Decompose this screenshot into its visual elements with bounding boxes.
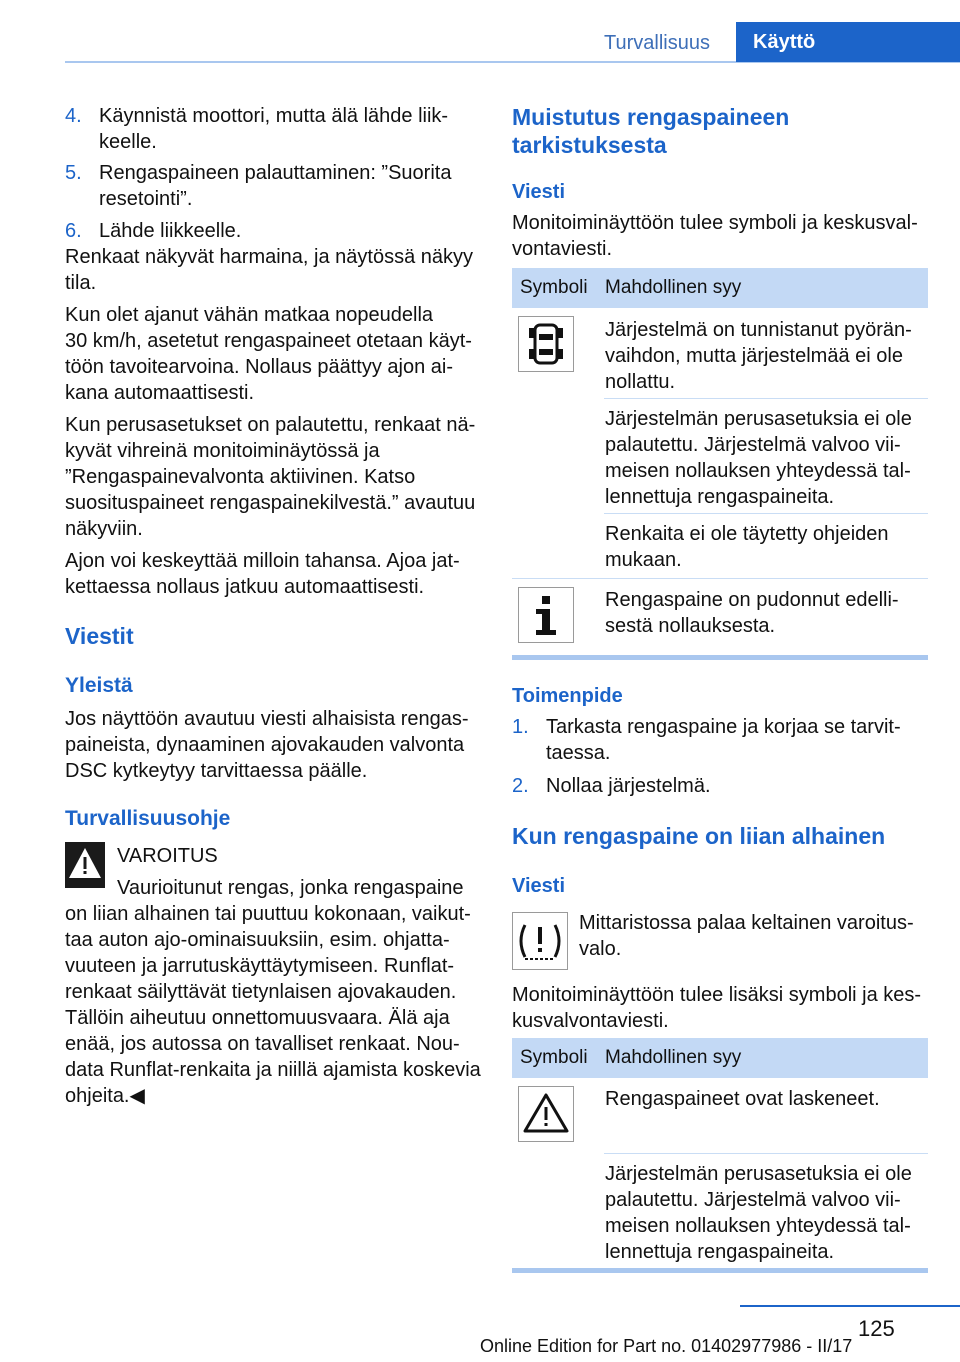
subsection-heading: Toimenpide bbox=[512, 685, 623, 707]
row-divider bbox=[604, 1153, 928, 1154]
section-heading: Muistutus rengaspaineen tarkistuksesta bbox=[512, 104, 790, 158]
subsection-heading: Viesti bbox=[512, 181, 565, 203]
row-divider bbox=[604, 398, 928, 399]
step-text: taessa. bbox=[546, 742, 611, 764]
paragraph: Jos näyttöön avautuu viesti alhaisista rengas- paineista, dynaaminen ajovakauden valvonta DSC kytkeytyy tarvittaessa päälle. bbox=[65, 708, 469, 782]
list-item bbox=[65, 218, 485, 244]
column-header-cause: Mahdollinen syy bbox=[605, 277, 742, 298]
paragraph: Kun olet ajanut vähän matkaa nopeudella 30 km/h, asetetut rengaspaineet otetaan käyt- töön tavoitearvoina. Nollaus päättyy ajon ai- kana automaattisesti. bbox=[65, 304, 472, 404]
footer-rule bbox=[740, 1305, 960, 1307]
row-divider bbox=[512, 578, 928, 579]
action-list bbox=[512, 714, 932, 824]
list-item bbox=[65, 160, 485, 212]
step-number: 1. bbox=[512, 716, 529, 738]
table-cell: Järjestelmän perusasetuksia ei ole palautettu. Järjestelmä valvoo vii- meisen nollauksen yhteydessä tal- lennettuja rengaspaineita. bbox=[605, 1163, 912, 1263]
header-section-label: Turvallisuus bbox=[604, 32, 710, 54]
paragraph: Ajon voi keskeyttää milloin tahansa. Ajoa jat- kettaessa nollaus jatkuu automaattisesti. bbox=[65, 550, 460, 598]
header-chapter-label: Käyttö bbox=[753, 31, 816, 53]
step-number: 5. bbox=[65, 162, 82, 184]
table-header bbox=[512, 1038, 928, 1078]
step-number: 2. bbox=[512, 775, 529, 797]
step-text: keelle. bbox=[99, 131, 157, 153]
table-cell: Rengaspaine on pudonnut edelli- sestä nollauksesta. bbox=[605, 589, 899, 637]
row-divider bbox=[604, 513, 928, 514]
table-cell: Järjestelmä on tunnistanut pyörän- vaihdon, mutta järjestelmää ei ole nollattu. bbox=[605, 319, 912, 393]
info-icon bbox=[518, 587, 574, 643]
lamp-text: Mittaristossa palaa keltainen varoitus- valo. bbox=[579, 912, 914, 960]
page-number: 125 bbox=[858, 1316, 895, 1341]
subsection-heading: Viesti bbox=[512, 875, 565, 897]
column-header-cause: Mahdollinen syy bbox=[605, 1047, 742, 1068]
column-header-symbol: Symboli bbox=[520, 1047, 588, 1068]
paragraph: Monitoiminäyttöön tulee symboli ja keskusval- vontaviesti. bbox=[512, 212, 918, 260]
header-chapter-tab bbox=[736, 22, 960, 62]
step-text: resetointi”. bbox=[99, 188, 193, 210]
paragraph: Kun perusasetukset on palautettu, renkaat nä- kyvät vihreinä monitoiminäytössä ja ”Rengaspainevalvonta aktiivinen. Katso suosituspaineet rengaspainekilvestä.” avautuu näkyviin. bbox=[65, 414, 476, 540]
step-text: Lähde liikkeelle. bbox=[99, 220, 242, 242]
table-end-rule bbox=[512, 1268, 928, 1273]
step-text: Tarkasta rengaspaine ja korjaa se tarvit- bbox=[546, 716, 901, 738]
step-text: Rengaspaineen palauttaminen: ”Suorita bbox=[99, 162, 452, 184]
step-text: Käynnistä moottori, mutta älä lähde liik- bbox=[99, 105, 449, 127]
subsection-heading: Yleistä bbox=[65, 674, 133, 697]
table-header bbox=[512, 268, 928, 308]
section-heading: Kun rengaspaine on liian alhainen bbox=[512, 823, 886, 849]
section-heading: Viestit bbox=[65, 623, 134, 649]
edition-footer: Online Edition for Part no. 01402977986 - II/17 bbox=[480, 1336, 853, 1356]
left-column bbox=[65, 103, 485, 600]
step-number: 4. bbox=[65, 105, 82, 127]
step-number: 6. bbox=[65, 220, 82, 242]
step-text: Nollaa järjestelmä. bbox=[546, 775, 711, 797]
table-cell: Järjestelmän perusasetuksia ei ole palautettu. Järjestelmä valvoo vii- meisen nollauksen yhteydessä tal- lennettuja rengaspaineita. bbox=[605, 408, 912, 508]
warning-text: Vaurioitunut rengas, jonka rengaspaine on liian alhainen tai puuttuu kokonaan, vaikut- taa auton ajo-ominaisuuksiin, esim. ohjatta- vuuteen ja jarrutuskäyttäytymiseen. Runflat- renkaat säilyttävät tietynlaisen ajovakauden. Tällöin aiheutuu onnettomuusvaara. Älä aja enää, jos autossa on tavalliset renkaat. Nou- data Runflat-renkaita ja niillä ajamista koskevia ohjeita.◀ bbox=[65, 877, 481, 1107]
car-tire-icon bbox=[518, 316, 574, 372]
table-cell: Rengaspaineet ovat laskeneet. bbox=[605, 1088, 880, 1110]
subsection-heading: Turvallisuusohje bbox=[65, 807, 231, 830]
warning-triangle-icon bbox=[518, 1086, 574, 1142]
table-end-rule bbox=[512, 655, 928, 660]
paragraph: Monitoiminäyttöön tulee lisäksi symboli ja kes- kusvalvontaviesti. bbox=[512, 984, 922, 1032]
warning-label: VAROITUS bbox=[117, 845, 218, 867]
tire-pressure-warning-icon bbox=[512, 912, 568, 970]
paragraph: Renkaat näkyvät harmaina, ja näytössä näkyy tila. bbox=[65, 246, 473, 294]
column-header-symbol: Symboli bbox=[520, 277, 588, 298]
list-item bbox=[65, 103, 485, 155]
table-cell: Renkaita ei ole täytetty ohjeiden mukaan. bbox=[605, 523, 889, 571]
